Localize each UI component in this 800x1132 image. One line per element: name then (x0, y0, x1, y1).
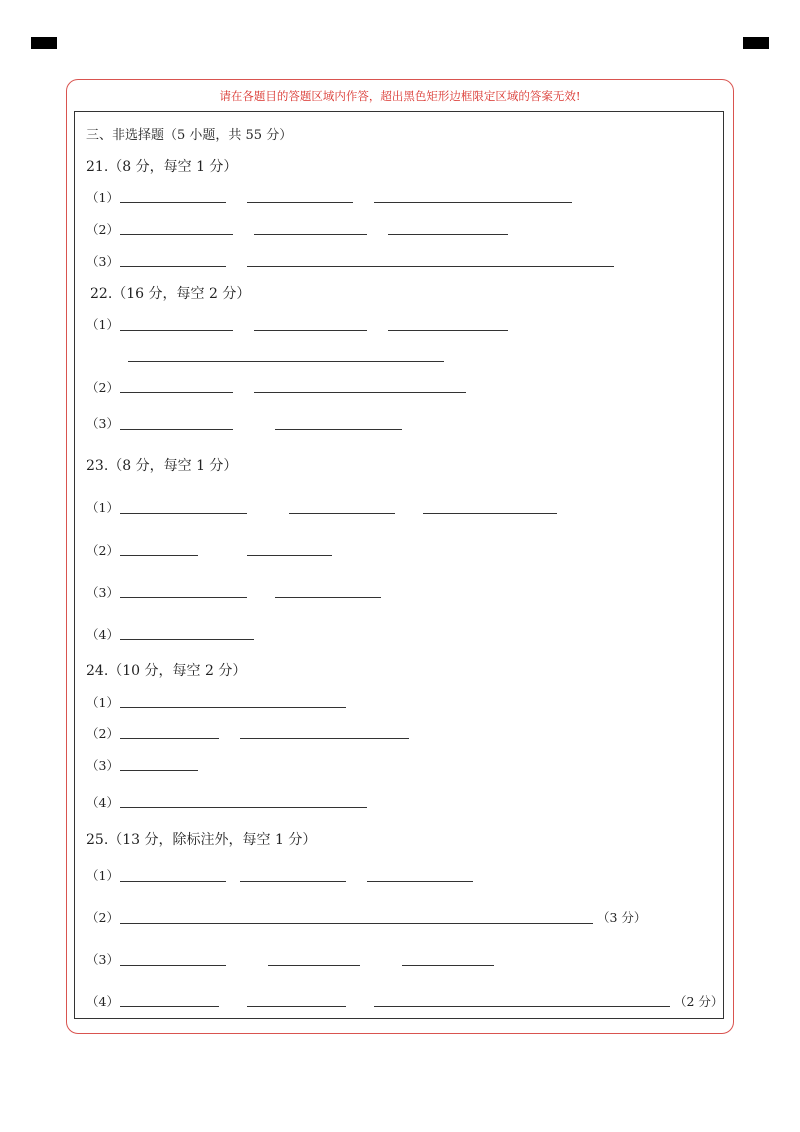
q22-row2-label: （2） (86, 380, 119, 395)
q25-row2-blank1[interactable] (120, 923, 593, 924)
q24-row2-blank2[interactable] (240, 738, 409, 739)
q23-row4-blank1[interactable] (120, 639, 254, 640)
q23-row1-blank3[interactable] (423, 513, 557, 514)
q25-row4-label: （4） (86, 994, 119, 1009)
q21-row3-blank2[interactable] (247, 266, 614, 267)
q24-row2-blank1[interactable] (120, 738, 219, 739)
q24-row1-label: （1） (86, 695, 119, 710)
q25-row3-label: （3） (86, 952, 119, 967)
q24-row3-blank1[interactable] (120, 770, 198, 771)
q25-row1-blank1[interactable] (120, 881, 226, 882)
q23-row3-blank1[interactable] (120, 597, 247, 598)
q21-row3-label: （3） (86, 254, 119, 269)
q21-row3-blank1[interactable] (120, 266, 226, 267)
q25-row2-label: （2） (86, 910, 119, 925)
q25-row4-blank2[interactable] (247, 1006, 346, 1007)
q25-row4-points: （2 分） (674, 994, 724, 1009)
q24-row1-blank1[interactable] (120, 707, 346, 708)
q23-row3-blank2[interactable] (275, 597, 381, 598)
q23-row4-label: （4） (86, 627, 119, 642)
q21-row1-label: （1） (86, 190, 119, 205)
q21-row1-blank2[interactable] (247, 202, 353, 203)
q22-row3-label: （3） (86, 416, 119, 431)
answer-box (74, 111, 724, 1019)
q25-row1-label: （1） (86, 868, 119, 883)
q25-row2-points: （3 分） (597, 910, 647, 925)
q22-row1-blank2[interactable] (254, 330, 367, 331)
q21-row2-label: （2） (86, 222, 119, 237)
q25-row4-blank3[interactable] (374, 1006, 670, 1007)
q24-row3-label: （3） (86, 758, 119, 773)
q23-row3-label: （3） (86, 585, 119, 600)
q24-row2-label: （2） (86, 726, 119, 741)
q22-row3-blank1[interactable] (120, 429, 233, 430)
q25-row3-blank2[interactable] (268, 965, 360, 966)
q22-row2-blank2[interactable] (254, 392, 466, 393)
q23-row2-blank2[interactable] (247, 555, 332, 556)
alignment-marker-left (31, 37, 57, 49)
q23-row1-label: （1） (86, 500, 119, 515)
q25-row1-blank3[interactable] (367, 881, 473, 882)
q24-row4-label: （4） (86, 795, 119, 810)
q23-row1-blank2[interactable] (289, 513, 395, 514)
q25-row3-blank1[interactable] (120, 965, 226, 966)
q22-row1-blank1[interactable] (120, 330, 233, 331)
q21-row1-blank3[interactable] (374, 202, 572, 203)
section-title: 三、非选择题（5 小题，共 55 分） (86, 128, 293, 143)
q21-row2-blank3[interactable] (388, 234, 508, 235)
q25-row4-blank1[interactable] (120, 1006, 219, 1007)
q25-row3-blank3[interactable] (402, 965, 494, 966)
q21-row2-blank2[interactable] (254, 234, 367, 235)
question-22-title: 22.（16 分，每空 2 分） (90, 286, 251, 302)
q22-row1-blank3[interactable] (388, 330, 508, 331)
q22-row2-blank1[interactable] (120, 392, 233, 393)
q22-row1-label: （1） (86, 317, 119, 332)
question-21-title: 21.（8 分，每空 1 分） (86, 159, 238, 175)
question-25-title: 25.（13 分，除标注外，每空 1 分） (86, 832, 317, 848)
q22-row1-blank4[interactable] (128, 361, 444, 362)
q23-row1-blank1[interactable] (120, 513, 247, 514)
q25-row1-blank2[interactable] (240, 881, 346, 882)
q23-row2-label: （2） (86, 543, 119, 558)
q22-row3-blank2[interactable] (275, 429, 402, 430)
q21-row2-blank1[interactable] (120, 234, 233, 235)
question-23-title: 23.（8 分，每空 1 分） (86, 458, 238, 474)
q23-row2-blank1[interactable] (120, 555, 198, 556)
q24-row4-blank1[interactable] (120, 807, 367, 808)
q21-row1-blank1[interactable] (120, 202, 226, 203)
answer-region-notice: 请在各题目的答题区域内作答，超出黑色矩形边框限定区域的答案无效! (219, 89, 581, 103)
alignment-marker-right (743, 37, 769, 49)
question-24-title: 24.（10 分，每空 2 分） (86, 663, 247, 679)
